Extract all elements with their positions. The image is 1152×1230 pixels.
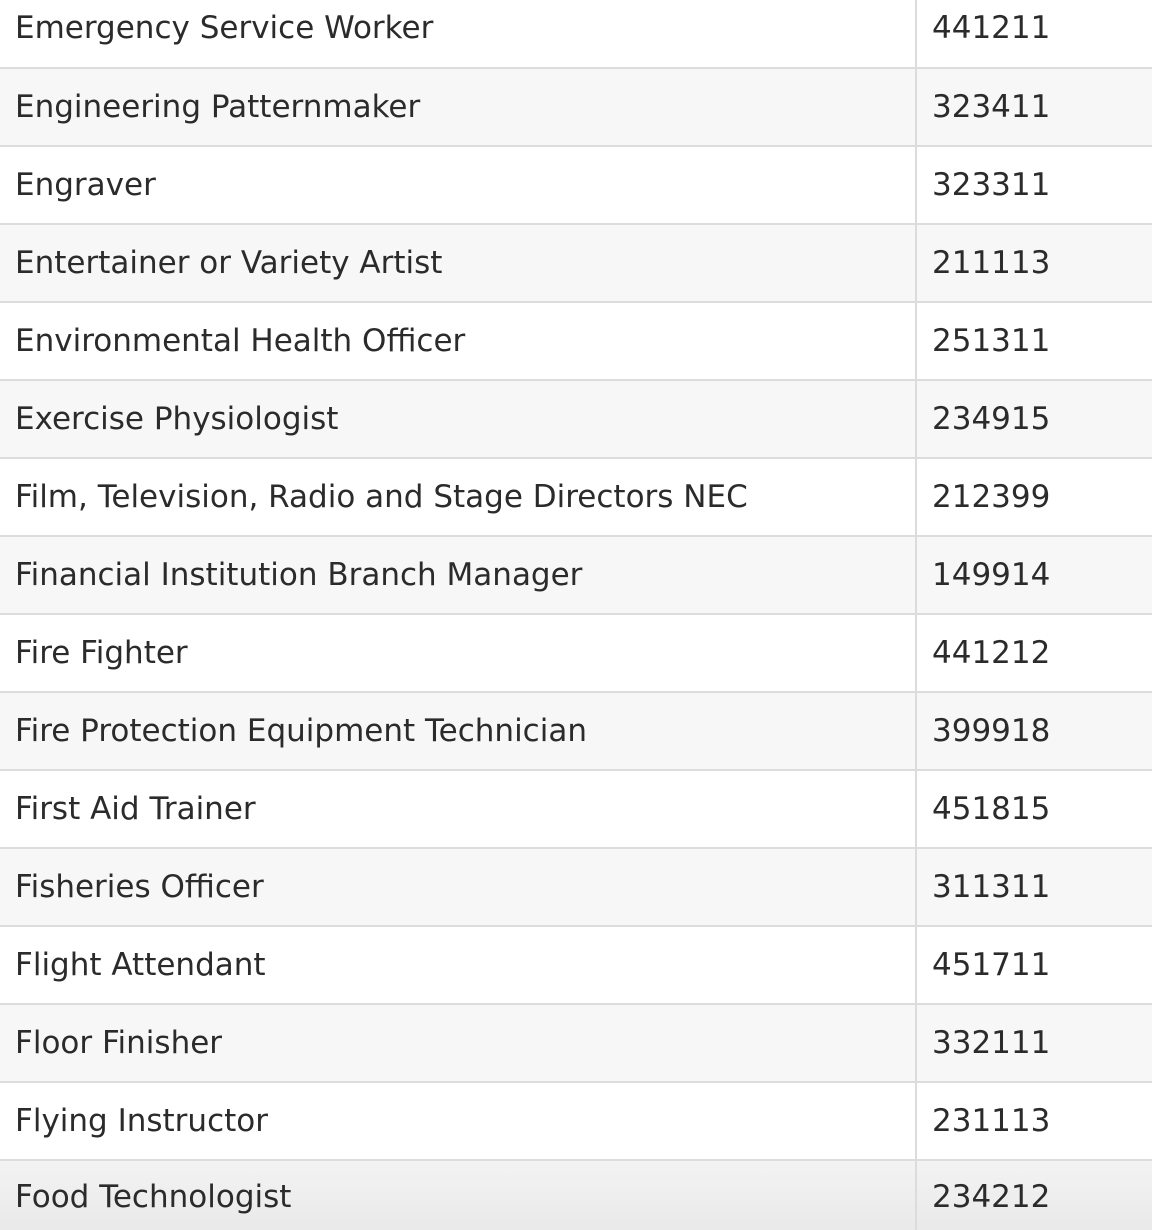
table-row xyxy=(0,1160,1152,1230)
occupation-code: 311311 xyxy=(916,848,1152,926)
occupation-code: 211113 xyxy=(916,224,1152,302)
occupation-code: 451711 xyxy=(916,926,1152,1004)
table-row xyxy=(0,146,1152,224)
occupation-name: Flight Attendant xyxy=(0,926,916,1004)
occupation-code: 234212 xyxy=(916,1160,1152,1230)
table-row xyxy=(0,614,1152,692)
occupation-name: Flying Instructor xyxy=(0,1082,916,1160)
table-row xyxy=(0,224,1152,302)
occupation-name: Emergency Service Worker xyxy=(0,0,916,68)
occupation-name: Film, Television, Radio and Stage Directors NEC xyxy=(0,458,916,536)
occupation-name: Fisheries Officer xyxy=(0,848,916,926)
table-row xyxy=(0,536,1152,614)
table-row xyxy=(0,770,1152,848)
occupation-code: 231113 xyxy=(916,1082,1152,1160)
table-row xyxy=(0,0,1152,68)
occupation-name: Financial Institution Branch Manager xyxy=(0,536,916,614)
occupation-code: 234915 xyxy=(916,380,1152,458)
occupation-name: First Aid Trainer xyxy=(0,770,916,848)
occupation-code: 399918 xyxy=(916,692,1152,770)
occupation-name: Engraver xyxy=(0,146,916,224)
table-row xyxy=(0,692,1152,770)
table-row xyxy=(0,458,1152,536)
occupation-name: Fire Fighter xyxy=(0,614,916,692)
occupation-code: 451815 xyxy=(916,770,1152,848)
occupation-code: 441212 xyxy=(916,614,1152,692)
table-row xyxy=(0,1082,1152,1160)
table-row xyxy=(0,848,1152,926)
occupation-name: Exercise Physiologist xyxy=(0,380,916,458)
occupation-code: 323311 xyxy=(916,146,1152,224)
table-row xyxy=(0,1004,1152,1082)
occupation-code: 332111 xyxy=(916,1004,1152,1082)
occupation-code: 441211 xyxy=(916,0,1152,68)
table-row xyxy=(0,68,1152,146)
occupation-code: 149914 xyxy=(916,536,1152,614)
occupation-name: Entertainer or Variety Artist xyxy=(0,224,916,302)
table-row xyxy=(0,380,1152,458)
occupation-code: 212399 xyxy=(916,458,1152,536)
table-row xyxy=(0,926,1152,1004)
occupation-code: 323411 xyxy=(916,68,1152,146)
occupation-name: Environmental Health Officer xyxy=(0,302,916,380)
occupation-name: Engineering Patternmaker xyxy=(0,68,916,146)
occupation-name: Floor Finisher xyxy=(0,1004,916,1082)
occupation-name: Fire Protection Equipment Technician xyxy=(0,692,916,770)
occupation-code: 251311 xyxy=(916,302,1152,380)
occupation-name: Food Technologist xyxy=(15,1178,292,1215)
table-row xyxy=(0,302,1152,380)
